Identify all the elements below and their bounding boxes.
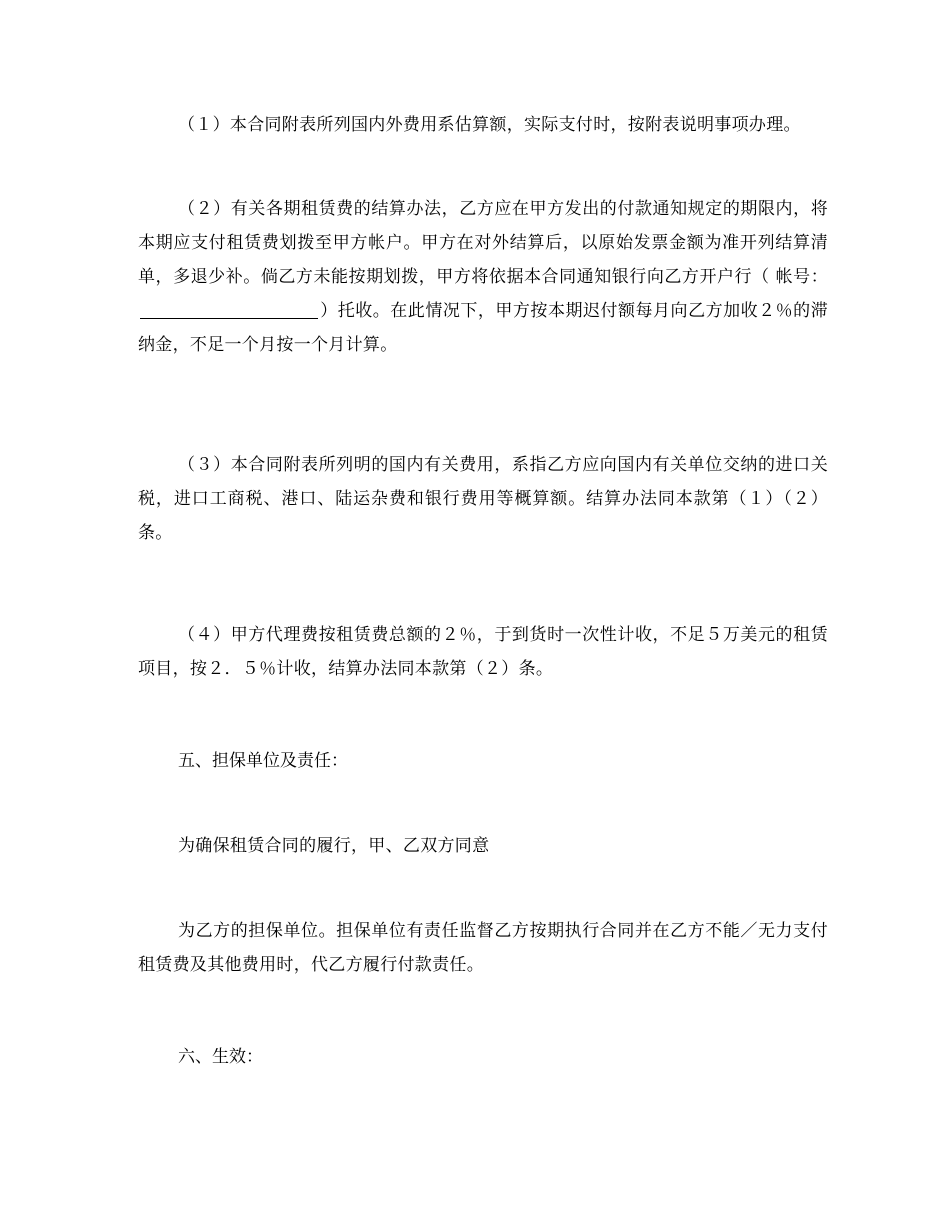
section-5-guarantor-paragraph: 为乙方的担保单位。担保单位有责任监督乙方按期执行合同并在乙方不能／无力支付租赁费及其他费用时，代乙方履行付款责任。	[138, 921, 828, 975]
clause-4-paragraph: （４）甲方代理费按租赁费总额的２％，于到货时一次性计收，不足５万美元的租赁项目，按２．５％计收，结算办法同本款第（２）条。	[138, 625, 828, 679]
clause-1-paragraph: （１）本合同附表所列国内外费用系估算额，实际支付时，按附表说明事项办理。	[178, 115, 801, 135]
section-5-heading: 五、担保单位及责任：	[178, 751, 348, 771]
clause-2-text-end: ）托收。在此情况下，甲方按本期迟付额每月向乙方加收２％的滞纳金，不足一个月按一个月计算。	[138, 301, 828, 355]
clause-2-text-start: （２）有关各期租赁费的结算办法，乙方应在甲方发出的付款通知规定的期限内，将本期应支付租赁费划拨至甲方帐户。甲方在对外结算后，以原始发票金额为准开列结算清单，多退少补。倘乙方未能按期划拨，甲方将依据本合同通知银行向乙方开户行（ 帐号：	[138, 199, 828, 287]
section-6-heading: 六、生效：	[178, 1047, 263, 1067]
section-5-intro: 为确保租赁合同的履行，甲、乙双方同意	[178, 836, 490, 856]
clause-3-paragraph: （３）本合同附表所列明的国内有关费用，系指乙方应向国内有关单位交纳的进口关税，进口工商税、港口、陆运杂费和银行费用等概算额。结算办法同本款第（１）（２）条。	[138, 455, 828, 543]
clause-2-paragraph	[138, 192, 828, 362]
account-number-blank	[140, 300, 318, 319]
